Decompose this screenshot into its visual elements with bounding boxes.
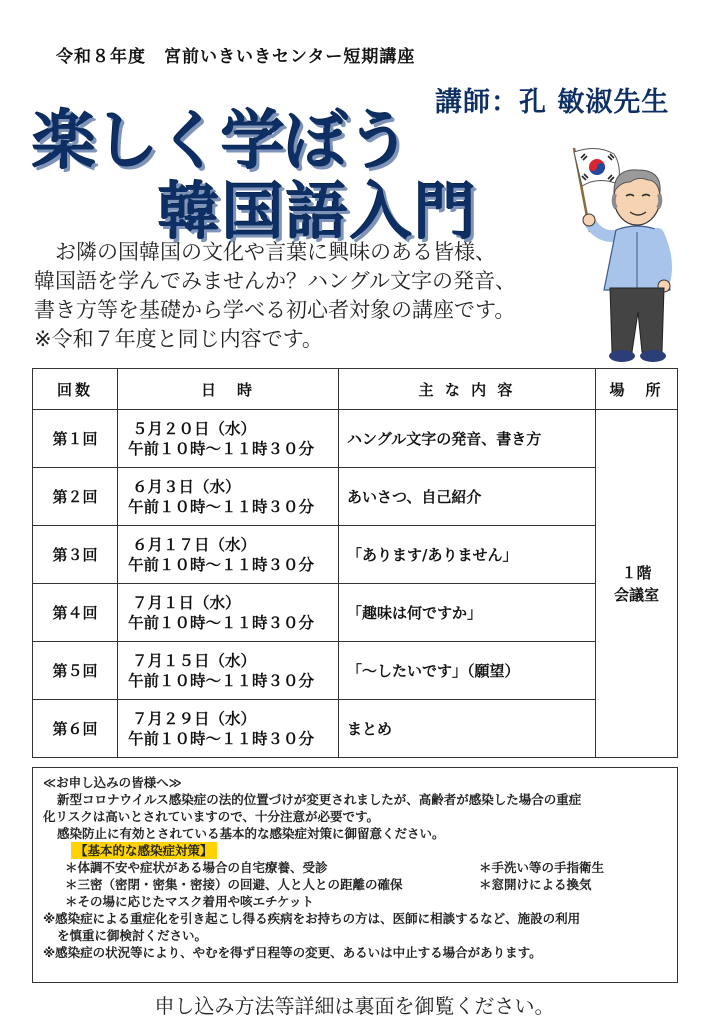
notice-caution: ※感染症による重症化を引き起こし得る疾病をお持ちの方は、医師に相談するなど、施設の利用 [43, 911, 581, 926]
schedule-table [32, 368, 678, 758]
session-number: 第６回 [33, 700, 118, 758]
course-subtitle: 令和８年度 宮前いきいきセンター短期講座 [56, 47, 416, 67]
intro-text [34, 238, 594, 354]
notice-caution: ※感染症の状況等により、やむを得ず日程等の変更、あるいは中止する場合があります。 [43, 945, 542, 960]
intro-line: お隣の国韓国の文化や言葉に興味のある皆様、 [55, 240, 496, 264]
session-number: 第５回 [33, 642, 118, 700]
table-row [33, 584, 678, 642]
session-date: ６月３日（水） [132, 477, 241, 496]
session-number: 第４回 [33, 584, 118, 642]
session-date: ７月１日（水） [132, 593, 241, 612]
session-datetime [118, 410, 339, 468]
venue-floor: １階 [621, 563, 652, 582]
table-row [33, 526, 678, 584]
title-line-2: 韓国語入門 [158, 175, 479, 248]
table-row [33, 468, 678, 526]
measures-badge: 【基本的な感染症対策】 [71, 842, 217, 859]
session-time: 午前１０時～１１時３０分 [128, 439, 315, 458]
intro-line: 韓国語を学んでみませんか？ハングル文字の発音、 [34, 269, 516, 293]
notice-text: 化リスクは高いとされていますので、十分注意が必要です。 [43, 809, 380, 824]
session-time: 午前１０時～１１時３０分 [128, 729, 315, 748]
lecturer-name: 講師：孔 敏淑先生 [435, 87, 670, 118]
header-place: 場 所 [596, 369, 678, 410]
session-time: 午前１０時～１１時３０分 [128, 497, 315, 516]
session-time: 午前１０時～１１時３０分 [128, 555, 315, 574]
table-header-row [33, 369, 678, 410]
notice-caution: を慎重に御検討ください。 [57, 928, 208, 943]
measure-item: ＊三密（密閉・密集・密接）の回避、人と人との距離の確保 [65, 877, 403, 892]
session-date: ７月２９日（水） [132, 709, 257, 728]
measure-item: ＊その場に応じたマスク着用や咳エチケット [65, 894, 314, 909]
session-number: 第１回 [33, 410, 118, 468]
notice-text: 感染防止に有効とされている基本的な感染症対策に御留意ください。 [57, 826, 445, 841]
session-datetime [118, 526, 339, 584]
table-row [33, 700, 678, 758]
session-time: 午前１０時～１１時３０分 [128, 613, 315, 632]
session-date: ６月１７日（水） [132, 535, 257, 554]
session-date: ５月２０日（水） [132, 419, 257, 438]
notice-box [32, 767, 678, 983]
session-time: 午前１０時～１１時３０分 [128, 671, 315, 690]
session-content: ハングル文字の発音、書き方 [339, 410, 596, 468]
header-date: 日 時 [118, 369, 339, 410]
header-num: 回数 [33, 369, 118, 410]
session-content: 「あります/ありません」 [339, 526, 596, 584]
session-datetime [118, 584, 339, 642]
measure-item: ＊手洗い等の手指衛生 [479, 860, 605, 875]
session-datetime [118, 642, 339, 700]
session-number: 第３回 [33, 526, 118, 584]
session-number: 第２回 [33, 468, 118, 526]
measure-item: ＊窓開けによる換気 [479, 877, 592, 892]
venue-room: 会議室 [613, 585, 659, 604]
session-content: まとめ [339, 700, 596, 758]
intro-note: ※令和７年度と同じ内容です。 [34, 327, 323, 351]
measure-item: ＊体調不安や症状がある場合の自宅療養、受診 [65, 860, 328, 875]
session-content: あいさつ、自己紹介 [339, 468, 596, 526]
table-row [33, 410, 678, 468]
notice-text: 新型コロナウイルス感染症の法的位置づけが変更されましたが、高齢者が感染した場合の重症 [57, 792, 582, 807]
session-content: 「～したいです」（願望） [339, 642, 596, 700]
intro-line: 書き方等を基礎から学べる初心者対象の講座です。 [34, 298, 516, 322]
session-datetime [118, 700, 339, 758]
title-line-1: 楽しく学ぼう [32, 105, 410, 179]
session-date: ７月１５日（水） [132, 651, 257, 670]
header-content: 主 な 内 容 [339, 369, 596, 410]
footer-note: 申し込み方法等詳細は裏面を御覧ください。 [154, 994, 555, 1018]
notice-heading: ≪お申し込みの皆様へ≫ [43, 775, 182, 790]
session-datetime [118, 468, 339, 526]
session-content: 「趣味は何ですか」 [339, 584, 596, 642]
venue [596, 410, 678, 758]
table-row [33, 642, 678, 700]
